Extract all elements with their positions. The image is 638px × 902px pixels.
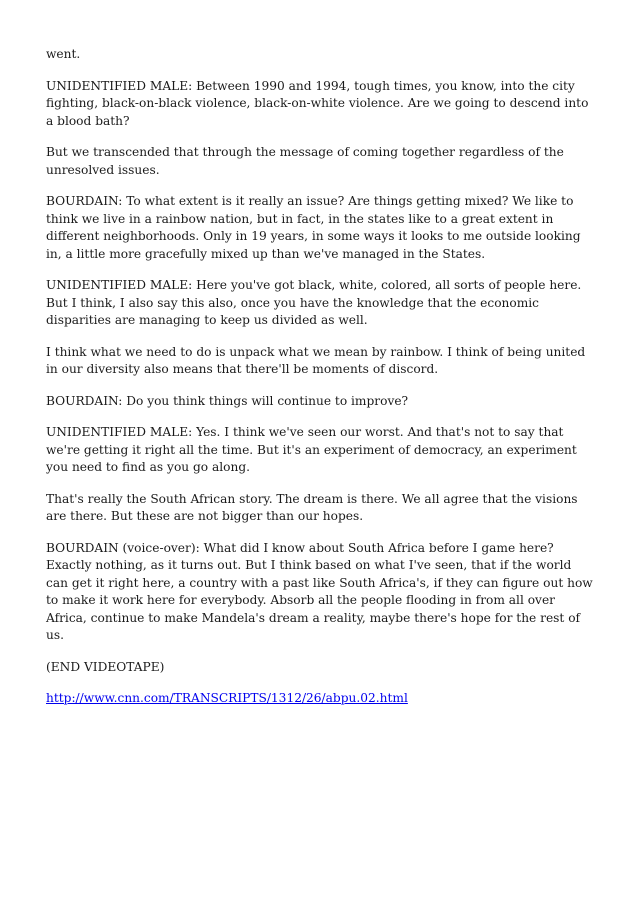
paragraph-unidentified-male-3: UNIDENTIFIED MALE: Yes. I think we've seen our worst. And that's not to say that we're getting it right all the time. But it's an experiment of democracy, an experiment you need to find as you go along. [46, 425, 577, 474]
paragraph-unidentified-male-1: UNIDENTIFIED MALE: Between 1990 and 1994, tough times, you know, into the city fighting, black-on-black violence, black-on-white violence. Are we going to descend into a blood bath? [46, 78, 589, 128]
paragraph-transcended: But we transcended that through the message of coming together regardless of the unresolved issues. [46, 145, 564, 177]
source-link-paragraph [46, 690, 594, 708]
paragraph-unidentified-male-2: UNIDENTIFIED MALE: Here you've got black, white, colored, all sorts of people here. But I think, I also say this also, once you have the knowledge that the economic disparities are managing to keep us divided as well. [46, 278, 582, 327]
paragraph-bourdain-voice-over: BOURDAIN (voice-over): What did I know about South Africa before I game here? Exactly nothing, as it turns out. But I think based on what I've seen, that if the world can get it right here, a country with a past like South Africa's, if they can figure out how to make it work here for everybody. Absorb all the people flooding in from all over Africa, continue to make Mandela's dream a reality, maybe there's hope for the rest of us. [46, 540, 593, 642]
paragraph-south-african-story: That's really the South African story. The dream is there. We all agree that the visions are there. But these are not bigger than our hopes. [46, 491, 578, 523]
source-link[interactable]: http://www.cnn.com/TRANSCRIPTS/1312/26/abpu.02.html [46, 691, 408, 705]
paragraph-bourdain-question-2: BOURDAIN: Do you think things will continue to improve? [46, 393, 409, 408]
paragraph-end-videotape: (END VIDEOTAPE) [46, 659, 165, 674]
paragraph-rainbow: I think what we need to do is unpack what we mean by rainbow. I think of being united in our diversity also means that there'll be moments of discord. [46, 344, 586, 376]
paragraph-continuation: went. [46, 47, 81, 61]
paragraph-bourdain-question-1: BOURDAIN: To what extent is it really an issue? Are things getting mixed? We like to think we live in a rainbow nation, but in fact, in the states like to a great extent in different neighborhoods. Only in 19 years, in some ways it looks to me outside looking in, a little more gracefully mixed up than we've managed in the States. [46, 194, 581, 261]
transcript-page [46, 46, 594, 722]
